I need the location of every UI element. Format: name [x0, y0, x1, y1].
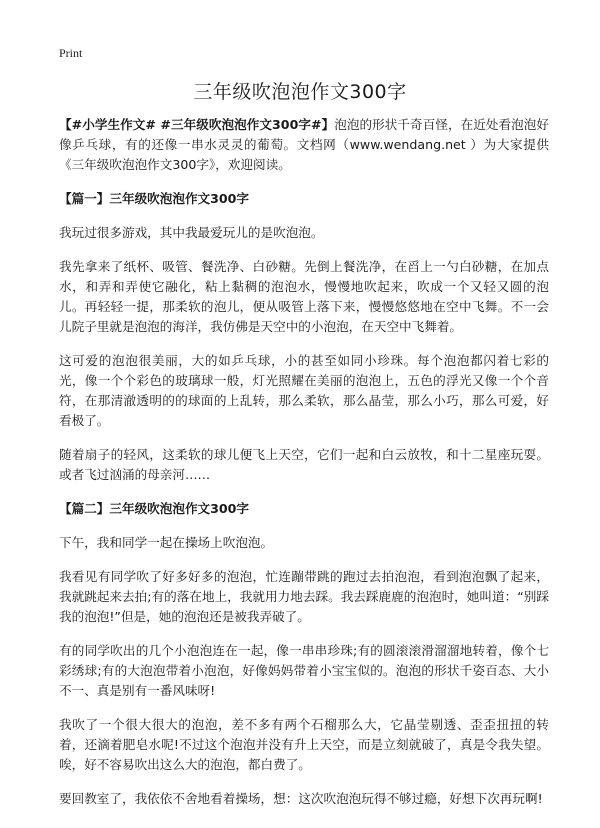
intro-tags: 【#小学生作文# #三年级吹泡泡作文300字#】	[59, 117, 335, 132]
document-body	[59, 115, 549, 823]
section-2-paragraph-1: 下午，我和同学一起在操场上吹泡泡。	[59, 535, 274, 550]
document-title: 三年级吹泡泡作文300字	[193, 81, 407, 103]
section-heading-1: 【篇一】三年级吹泡泡作文300字	[59, 191, 250, 206]
section-2-paragraph-3: 有的同学吹出的几个小泡泡连在一起，像一串串珍珠;有的圆滚滚滑溜溜地转着，像个七彩绣球;有的大泡泡带着小泡泡，好像妈妈带着小宝宝似的。泡泡的形状千姿百态、大小不一、真是别有一番风味呀!	[59, 643, 549, 698]
intro-text: 泡泡的形状千奇百怪，在近处看泡泡好像乒乓球，有的还像一串水灵灵的葡萄。文档网（www.wendang.net ）为大家提供《三年级吹泡泡作文300字》，欢迎阅读。	[59, 117, 549, 172]
intro-paragraph	[59, 115, 549, 175]
section-2-paragraph-4: 我吹了一个很大很大的泡泡，差不多有两个石榴那么大，它晶莹剔透、歪歪扭扭的转着，还滴着肥皂水呢!不过这个泡泡并没有升上天空，而是立刻就破了，真是令我失望。唉，好不容易吹出这么大的泡泡，都白费了。	[59, 717, 549, 772]
print-link[interactable]: Print	[59, 46, 83, 60]
section-1-paragraph-4: 随着扇子的轻风，这柔软的球儿便飞上天空，它们一起和白云放牧，和十二星座玩耍。或者飞过汹涌的母亲河……	[59, 447, 549, 482]
section-heading-2: 【篇二】三年级吹泡泡作文300字	[59, 501, 250, 516]
section-1-paragraph-2: 我先拿来了纸杯、吸管、餐洗净、白砂糖。先倒上餐洗净，在舀上一勺白砂糖，在加点水，和弄和弄使它融化，粘上黏稠的泡泡水，慢慢地吹起来，吹成一个又轻又圆的泡儿。再轻轻一提，那柔软的泡儿，便从吸管上落下来，慢慢悠悠地在空中飞舞。不一会儿院子里就是泡泡的海洋，我仿佛是天空中的小泡泡，在天空中飞舞着。	[59, 259, 549, 334]
section-1-paragraph-3: 这可爱的泡泡很美丽，大的如乒乓球，小的甚至如同小珍珠。每个泡泡都闪着七彩的光，像一个个彩色的玻璃球一般，灯光照耀在美丽的泡泡上，五色的浮光又像一个个音符，在那清澈透明的的球面的上乱转，那么柔软，那么晶莹，那么小巧，那么可爱，好看极了。	[59, 353, 549, 428]
section-2-paragraph-2: 我看见有同学吹了好多好多的泡泡，忙连蹦带跳的跑过去拍泡泡，看到泡泡飘了起来，我就跳起来去拍;有的落在地上，我就用力地去踩。我去踩鹿鹿的泡泡时，她叫道：“别踩我的泡泡!”但是，她的泡泡还是被我弄破了。	[59, 569, 549, 624]
section-1-paragraph-1: 我玩过很多游戏，其中我最爱玩儿的是吹泡泡。	[59, 225, 324, 240]
section-2-paragraph-5: 要回教室了，我依依不舍地看着操场，想：这次吹泡泡玩得不够过瘾，好想下次再玩啊!	[59, 791, 543, 806]
